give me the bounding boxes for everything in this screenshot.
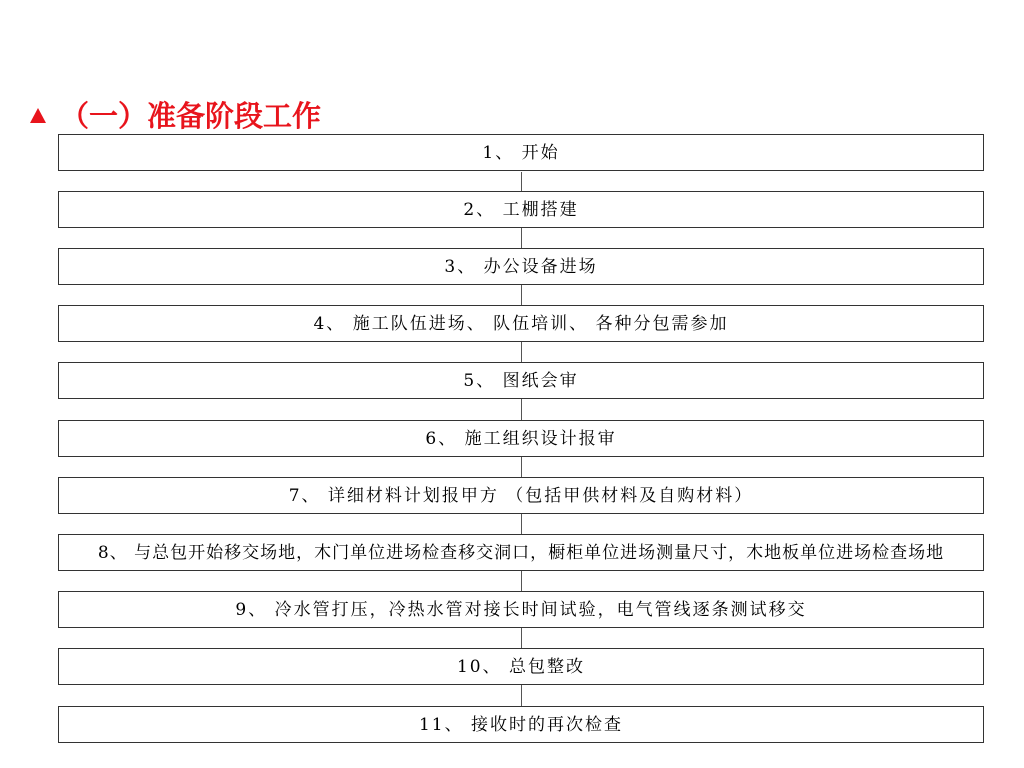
- triangle-up-icon: [30, 108, 46, 123]
- flow-step-11: 11、 接收时的再次检查: [58, 706, 984, 743]
- flow-step-10: 10、 总包整改: [58, 648, 984, 685]
- page-title: [30, 94, 321, 134]
- flow-step-4: 4、 施工队伍进场、 队伍培训、 各种分包需参加: [58, 305, 984, 342]
- flow-step-6: 6、 施工组织设计报审: [58, 420, 984, 457]
- page-title-text: （一）准备阶段工作: [60, 98, 322, 133]
- flow-step-1: 1、 开始: [58, 134, 984, 171]
- flow-step-9: 9、 冷水管打压，冷热水管对接长时间试验，电气管线逐条测试移交: [58, 591, 984, 628]
- flow-step-3: 3、 办公设备进场: [58, 248, 984, 285]
- flow-step-2: 2、 工棚搭建: [58, 191, 984, 228]
- flow-step-7: 7、 详细材料计划报甲方 （包括甲供材料及自购材料）: [58, 477, 984, 514]
- flow-step-8: 8、 与总包开始移交场地，木门单位进场检查移交洞口，橱柜单位进场测量尺寸，木地板单位进场检查场地: [58, 534, 984, 571]
- flow-step-5: 5、 图纸会审: [58, 362, 984, 399]
